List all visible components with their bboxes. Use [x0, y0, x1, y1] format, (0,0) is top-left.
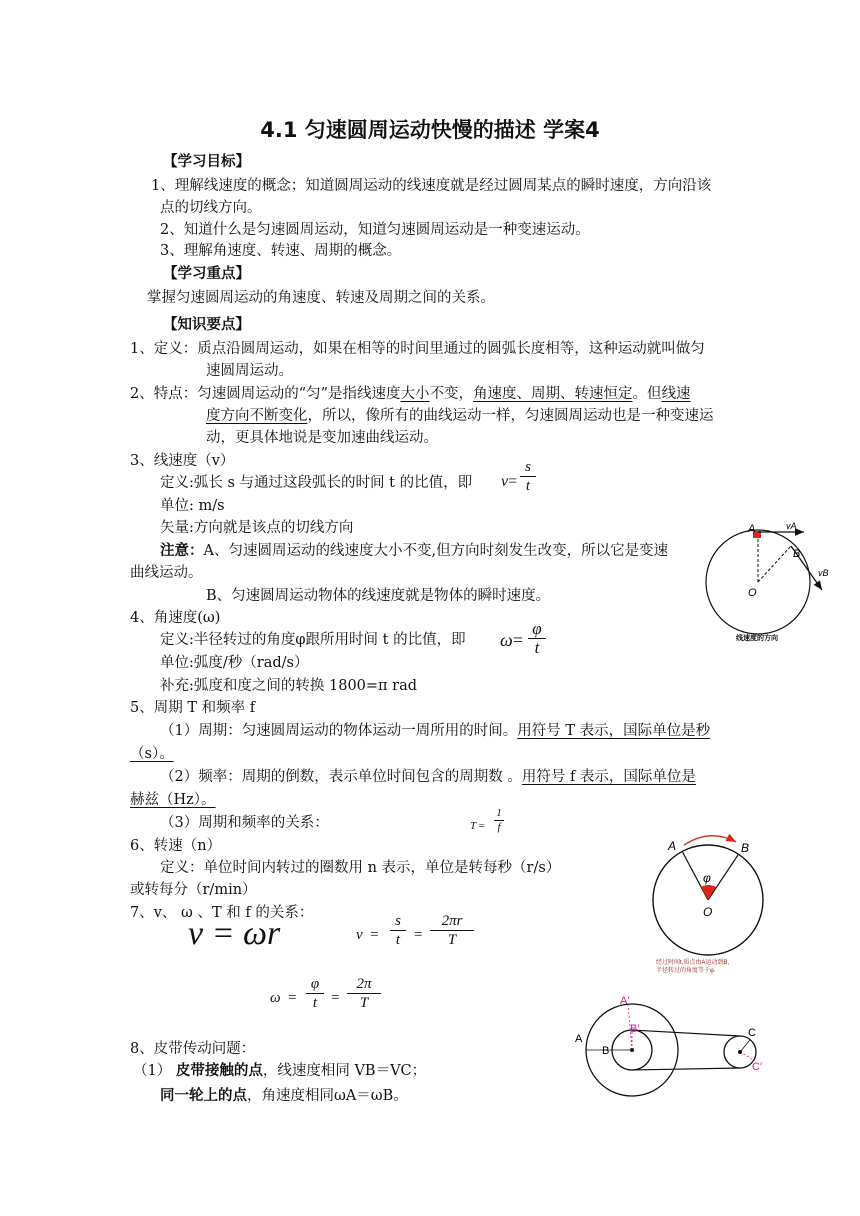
- angle-sector: [701, 885, 716, 900]
- formula-T-eq: [470, 816, 485, 836]
- linear-velocity-vector: 矢量:方向就是该点的切线方向: [160, 520, 354, 536]
- period-frequency-heading: 5、周期 T 和频率 f: [130, 700, 256, 716]
- caption-line-2: 半径转过的角度等于φ.: [656, 968, 716, 974]
- belt-item-2-bold: 同一轮上的点: [160, 1087, 247, 1104]
- belt-item-1-bold: 皮带接触的点: [175, 1062, 263, 1079]
- feature-text-3: 。但: [632, 386, 662, 402]
- focus-text: 掌握匀速圆周运动的角速度、转速及周期之间的关系。: [147, 290, 495, 306]
- fraction-denominator-T: T: [447, 932, 457, 948]
- belt-item-2: [160, 1086, 408, 1106]
- fraction-numerator-s-2: s: [390, 912, 406, 931]
- feature-underline-2: 角速度、周期、转速恒定: [473, 386, 633, 402]
- label-B-2: B: [741, 841, 750, 855]
- formula-omega-eq: [500, 630, 523, 650]
- radius-OB: [758, 546, 791, 582]
- belt-top: [632, 1030, 740, 1036]
- label-vB: vB: [818, 568, 829, 578]
- note-line: [160, 541, 668, 561]
- fraction-denominator-t-3: t: [312, 995, 318, 1011]
- rotation-speed-definition-cont: 或转每分（r/min）: [130, 882, 257, 898]
- belt-item-1-num: （1）: [133, 1063, 172, 1079]
- period-frequency-relation: （3）周期和频率的关系：: [160, 815, 329, 831]
- note-label: 注意：: [160, 542, 204, 559]
- formula-omega-2: [270, 988, 297, 1008]
- center-small: [738, 1050, 742, 1054]
- feature-text-2: 不变，: [429, 386, 474, 402]
- belt-item-2-text: ，角速度相同ωA＝ωB。: [247, 1088, 408, 1104]
- page-title: 4.1 匀速圆周运动快慢的描述 学案4: [260, 118, 600, 142]
- period-text: （1）周期：匀速圆周运动的物体运动一周所用的时间。: [160, 723, 518, 739]
- rotation-speed-heading: 6、转速（n）: [130, 838, 222, 854]
- label-B: B: [793, 548, 801, 560]
- fraction-numerator-2pir: 2πr: [430, 912, 474, 931]
- angular-velocity-supplement: 补充:弧度和度之间的转换 1800=π rad: [160, 678, 418, 694]
- formula-v: v: [501, 473, 509, 490]
- label-B-prime: B′: [630, 1023, 640, 1035]
- label-C: C: [748, 1027, 756, 1039]
- note-b: B、匀速圆周运动物体的线速度就是物体的瞬时速度。: [206, 588, 551, 604]
- formula-v-2-symbol: v: [356, 927, 363, 943]
- figure-belt-drive: [570, 990, 790, 1100]
- belt-item-1: [133, 1061, 426, 1081]
- feature-line-2: [206, 406, 714, 426]
- fraction-2pi-over-T: [347, 975, 381, 1012]
- rotation-speed-definition: 定义：单位时间内转过的圈数用 n 表示，单位是转每秒（r/s）: [160, 860, 561, 876]
- feature-text-1: 2、特点：匀速圆周运动的“匀”是指线速度: [130, 386, 401, 402]
- formula-v-2: [356, 925, 379, 945]
- fraction-denominator-t: t: [534, 638, 540, 657]
- figure-linear-velocity: [700, 520, 840, 650]
- label-C-prime: C′: [752, 1061, 763, 1073]
- center-large: [630, 1048, 634, 1052]
- formula-v-eq: [501, 472, 517, 492]
- belt-bottom: [632, 1068, 740, 1070]
- frequency-underline: 用符号 f 表示，国际单位是: [521, 769, 696, 785]
- fraction-denominator-f: f: [497, 821, 501, 833]
- fraction-numerator-phi-2: φ: [306, 975, 324, 994]
- fraction-denominator-T-2: T: [359, 995, 369, 1011]
- radius-C: [740, 1040, 750, 1052]
- feature-line-3: 动，更具体地说是变加速曲线运动。: [206, 430, 438, 446]
- definition-line: 1、定义：质点沿圆周运动，如果在相等的时间里通过的圆弧长度相等，这种运动就叫做匀: [130, 341, 705, 357]
- linear-velocity-definition: 定义:弧长 s 与通过这段弧长的时间 t 的比值，即: [160, 475, 473, 491]
- fraction-numerator-2pi: 2π: [347, 975, 381, 994]
- formula-eq: =: [508, 473, 518, 490]
- motion-arrow: [684, 836, 736, 845]
- fraction-s-over-t-2: [390, 912, 406, 949]
- fraction-1-over-f: [494, 807, 504, 834]
- feature-line: [130, 384, 691, 404]
- note-a: A、匀速圆周运动的线速度大小不变,但方向时刻发生改变，所以它是变速: [203, 543, 669, 559]
- goal-item-1: 1、理解线速度的概念；知道圆周运动的线速度就是经过圆周某点的瞬时速度，方向沿该: [151, 178, 712, 194]
- angular-velocity-heading: 4、角速度(ω): [130, 610, 221, 626]
- fraction-phi-over-t: [528, 620, 546, 657]
- goal-item-1-cont: 点的切线方向。: [160, 200, 262, 216]
- feature-text-4: ，所以，像所有的曲线运动一样，匀速圆周运动也是一种变速运: [307, 408, 714, 424]
- feature-underline-1: 大小: [400, 386, 430, 402]
- linear-velocity-heading: 3、线速度（v）: [130, 453, 235, 469]
- goal-item-2: 2、知道什么是匀速圆周运动，知道匀速圆周运动是一种变速运动。: [160, 222, 590, 238]
- feature-underline-4: 度方向不断变化: [206, 408, 308, 424]
- definition-line-cont: 速圆周运动。: [206, 363, 293, 379]
- period-underline: 用符号 T 表示，国际单位是秒: [517, 723, 711, 739]
- belt-item-1-text: ，线速度相同 VB＝VC；: [262, 1063, 427, 1079]
- fraction-denominator: t: [525, 478, 531, 494]
- fraction-numerator-1: 1: [494, 807, 504, 821]
- fraction-numerator: s: [520, 458, 536, 477]
- label-A-prime: A′: [620, 995, 630, 1007]
- note-a-cont: 曲线运动。: [130, 565, 203, 581]
- goal-item-3: 3、理解角速度、转速、周期的概念。: [160, 243, 402, 259]
- formula-eq-3: =: [478, 820, 485, 832]
- formula-eq-2: =: [512, 630, 523, 650]
- angular-velocity-definition: 定义:半径转过的角度φ跟所用时间 t 的比值，即: [160, 632, 466, 648]
- label-B-3: B: [602, 1045, 610, 1057]
- frequency-text: （2）频率：周期的倒数，表示单位时间包含的周期数 。: [160, 769, 522, 785]
- label-O-2: O: [703, 905, 713, 919]
- formula-eq-4: =: [370, 927, 379, 943]
- period-line-cont: （s）。: [130, 746, 174, 762]
- formula-eq-6: =: [288, 990, 297, 1006]
- linear-velocity-unit: 单位: m/s: [160, 498, 225, 514]
- fraction-numerator-phi: φ: [528, 620, 546, 639]
- frequency-line-cont: 赫兹（Hz）。: [130, 792, 216, 808]
- label-A-2: A: [668, 839, 677, 853]
- label-vA: vA: [786, 521, 797, 531]
- feature-underline-3: 线速: [661, 386, 691, 402]
- radius-OB-2: [708, 855, 738, 900]
- fraction-2pir-over-T: [430, 912, 474, 949]
- period-line: [160, 721, 710, 741]
- frequency-line: [160, 767, 696, 787]
- knowledge-heading: 【知识要点】: [163, 316, 250, 333]
- angular-velocity-unit: 单位:弧度/秒（rad/s）: [160, 655, 309, 671]
- formula-v-equals-omega-r: v = ωr: [188, 915, 281, 952]
- figure-caption: 线速度的方向: [736, 635, 778, 642]
- figure-angular-velocity: [640, 830, 800, 980]
- fraction-denominator-t-2: t: [395, 932, 401, 948]
- fraction-s-over-t: [520, 458, 536, 495]
- formula-omega: ω: [500, 630, 513, 650]
- formula-eq-7: =: [331, 990, 340, 1006]
- label-A: A: [748, 523, 756, 535]
- fraction-phi-over-t-2: [306, 975, 324, 1012]
- formula-T: T: [470, 820, 476, 832]
- caption-line-1: 经过时间t,质点由A运动到B,: [656, 960, 730, 966]
- belt-heading: 8、皮带传动问题：: [130, 1041, 256, 1057]
- relations-heading: 7、v、 ω 、T 和 f 的关系：: [130, 905, 314, 921]
- label-A-3: A: [575, 1033, 583, 1045]
- goals-heading: 【学习目标】: [163, 153, 250, 170]
- formula-eq-5: =: [414, 927, 423, 943]
- label-O: O: [748, 587, 757, 599]
- radius-C-prime: [740, 1052, 754, 1060]
- focus-heading: 【学习重点】: [163, 265, 250, 282]
- label-phi: φ: [703, 871, 711, 885]
- formula-omega-2-symbol: ω: [270, 990, 281, 1006]
